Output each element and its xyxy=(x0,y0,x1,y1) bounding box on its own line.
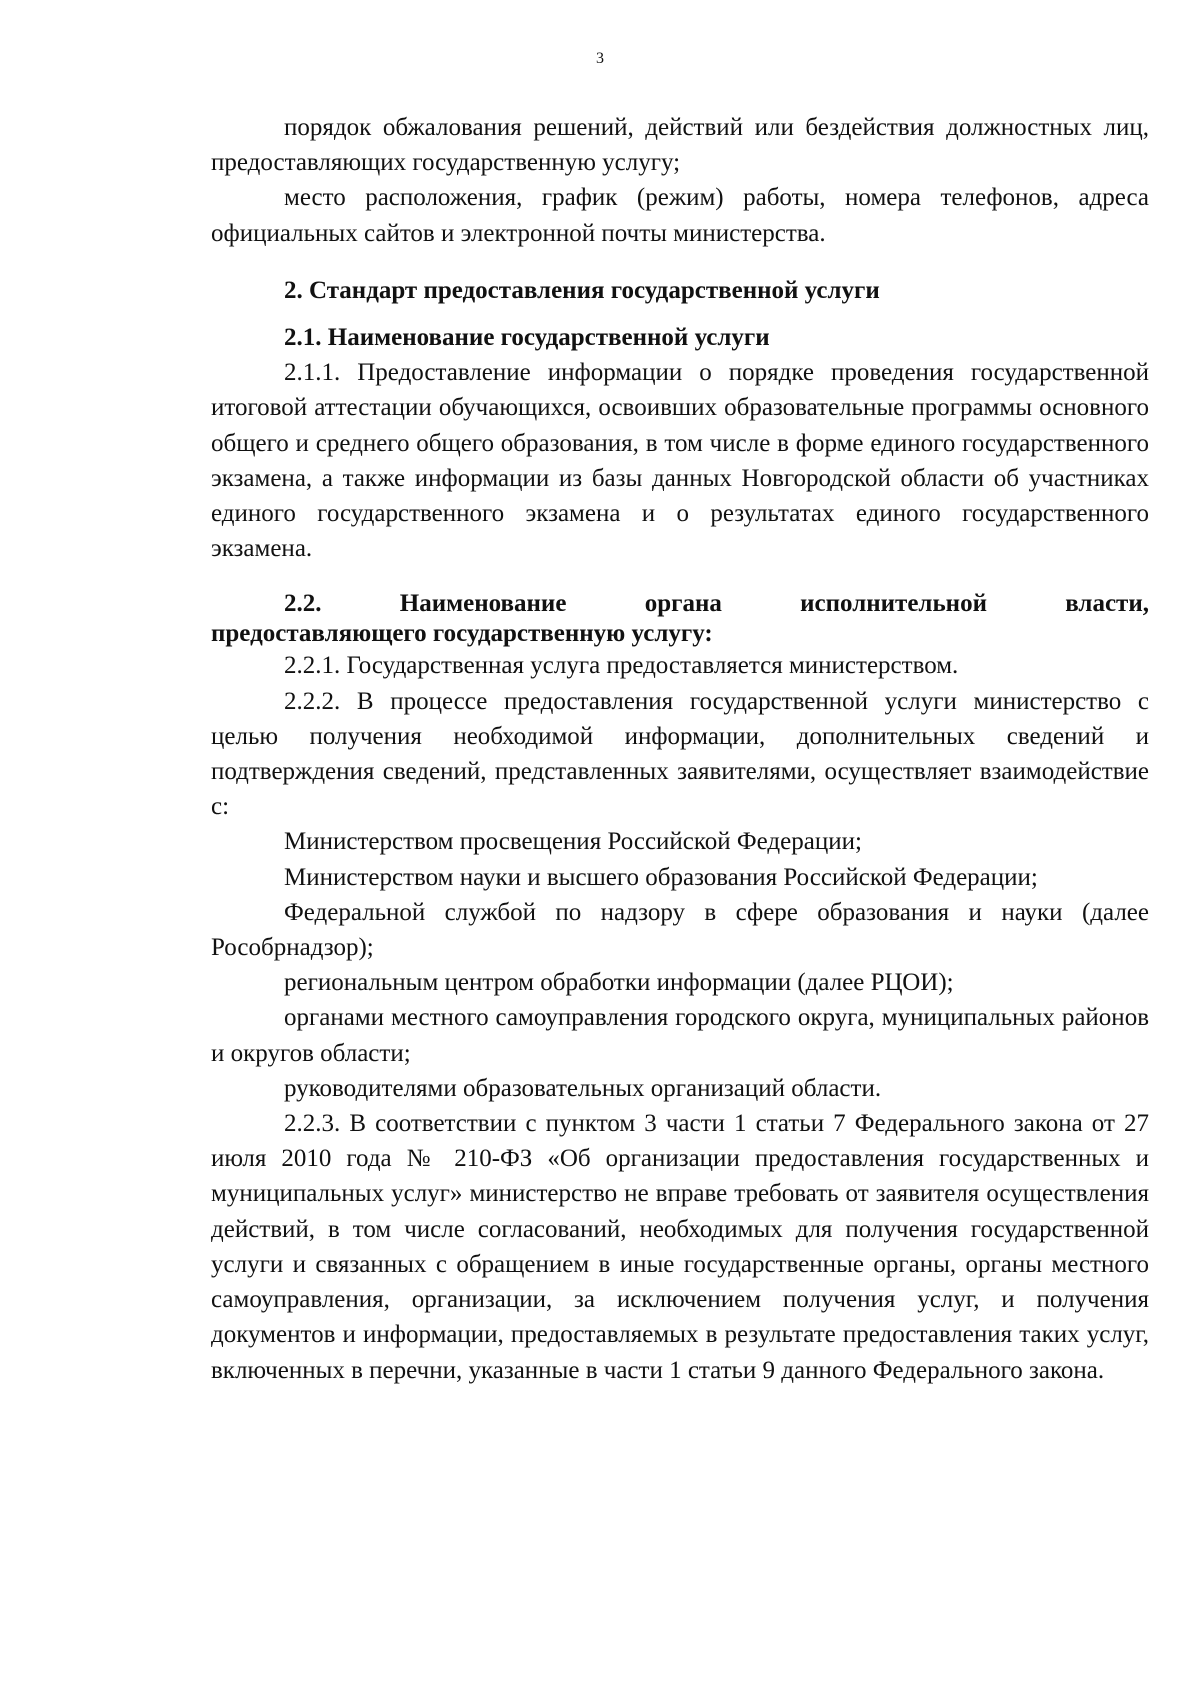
paragraph-location-schedule: место расположения, график (режим) работы, номера телефонов, адреса официальных сайтов и электронной почты министерства. xyxy=(211,184,1149,247)
list-item: Министерством просвещения Российской Федерации; xyxy=(284,828,862,856)
list-item: Министерством науки и высшего образования Российской Федерации; xyxy=(284,863,1038,891)
section-2-heading: 2. Стандарт предоставления государственной услуги xyxy=(284,276,880,304)
list-item: региональным центром обработки информации (далее РЦОИ); xyxy=(284,969,954,997)
page-number: 3 xyxy=(596,50,604,67)
document-body xyxy=(211,110,1149,1388)
paragraph-2-2-1: 2.2.1. Государственная услуга предоставляется министерством. xyxy=(284,652,959,680)
subsection-2-2-heading-line2: предоставляющего государственную услугу: xyxy=(211,620,713,648)
paragraph-2-2-3: 2.2.3. В соответствии с пунктом 3 части 1 статьи 7 Федерального закона от 27 июля 2010 года № 210-ФЗ «Об организации предоставления государственных и муниципальных услуг» министерство не вправе требовать от заявителя осуществления действий, в том числе согласований, необходимых для получения государственной услуги и связанных с обращением в иные государственные органы, органы местного самоуправления, организации, за исключением получения услуг, и получения документов и информации, предоставляемых в результате предоставления таких услуг, включенных в перечни, указанные в части 1 статьи 9 данного Федерального закона. xyxy=(211,1110,1149,1384)
paragraph-appeal-procedure: порядок обжалования решений, действий или бездействия должностных лиц, предоставляющих государственную услугу; xyxy=(211,114,1149,177)
list-item: руководителями образовательных организаций области. xyxy=(284,1074,882,1102)
subsection-2-1-heading: 2.1. Наименование государственной услуги xyxy=(284,324,770,352)
list-item: Федеральной службой по надзору в сфере образования и науки (далее Рособрнадзор); xyxy=(211,898,1149,962)
subsection-2-2-heading-line1: 2.2. Наименование органа исполнительной власти, xyxy=(284,590,1149,618)
list-item: органами местного самоуправления городского округа, муниципальных районов и округов области; xyxy=(211,1004,1149,1067)
paragraph-2-2-2: 2.2.2. В процессе предоставления государственной услуги министерство с целью получения необходимой информации, дополнительных сведений и подтверждения сведений, представленных заявителями, осуществляет взаимодействие с: xyxy=(211,687,1149,821)
paragraph-2-1-1: 2.1.1. Предоставление информации о порядке проведения государственной итоговой аттестации обучающихся, освоивших образовательные программы основного общего и среднего общего образования, в том числе в форме единого государственного экзамена, а также информации из базы данных Новгородской области об участниках единого государственного экзамена и о результатах единого государственного экзамена. xyxy=(211,359,1149,563)
